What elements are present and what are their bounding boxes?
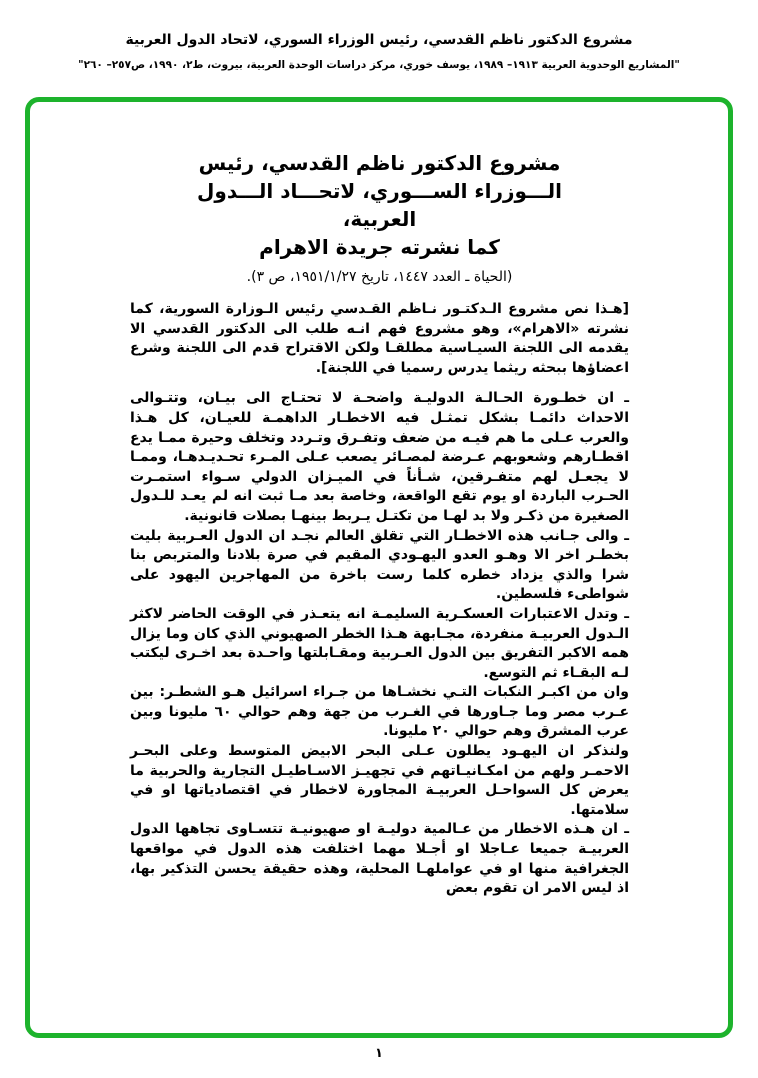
body-paragraph: ـ وتدل الاعتبارات العسكـرية السليمـة انه يتعـذر في الوقت الحاضر لاكثر الـدول العربيـة منفردة، مجـابهة هـذا الخطر الصهيوني الذي كان وما يزال همه الاكبر التفريق بين الدول العـربية ومقـابلتها واحـدة بعد اخـرى ليكتب لـه البقـاء ثم التوسع. — [130, 605, 629, 681]
body-paragraph: وان من اكبـر النكبات التـي نخشـاها من جـراء اسرائيل هـو الشطـر: بين عـرب مصر وما جـاورها في الغـرب من جهة وهم حوالي ٦٠ مليونا وبين عرب المشرق وهم حوالي ٢٠ مليونا. — [130, 684, 630, 740]
document-title-line: مشروع الدكتور ناظم القدسي، رئيس — [198, 151, 561, 175]
header-title: مشروع الدكتور ناظم القدسي، رئيس الوزراء السوري، لاتحاد الدول العربية — [125, 32, 633, 48]
body-paragraph: ـ ان هـذه الاخطار من عـالمية دوليـة او صهيونيـة تتسـاوى تجاهها الدول العربيـة جميعا عـاجلا او أجـلا مهما اختلفت هذه الدول في مواقعها الجغرافية منها او في عواملهـا المحلية، وهذه حقيقة يحسن التذكير بها، اذ ليس الامر ان تقوم بعض — [130, 821, 629, 897]
document-source-line: (الحياة ـ العدد ١٤٤٧، تاريخ ١٩٥١/١/٢٧، ص ٣). — [246, 269, 513, 285]
green-border-frame — [25, 97, 733, 1038]
header-citation: "المشاريع الوحدوية العربية ١٩١٣– ١٩٨٩، يوسف خوري، مركز دراسات الوحدة العربية، بيروت، ط٢، ١٩٩٠، ص٢٥٧– ٢٦٠" — [78, 59, 680, 71]
page-header — [0, 31, 758, 71]
document-title — [130, 149, 629, 261]
body-paragraph: ـ والى جـانب هذه الاخطـار التي تقلق العالم نجـد ان الدول العـربية بليت بخطـر اخر الا وهـو العدو اليهـودي المقيم في صرة بلادنا والمتربص بنا شرا والذي يزداد خطره كلما رست باخرة من المهاجرين اليهود على شواطىء فلسطين. — [130, 527, 629, 603]
page-number: ١ — [375, 1046, 383, 1061]
body-paragraph: ولنذكر ان اليهـود يطلون عـلى البحر الابيض المتوسط وعلى البحـر الاحمـر ولهم من امكـانيـاتهم في تجهيـز الاسـاطيـل التجارية والحربية ما يعرض كل السواحـل العربيـة المجاورة لاخطار في اقتصادياتها او في سلامتها. — [130, 743, 629, 818]
document-title-line: كما نشرته جريدة الاهرام — [259, 235, 500, 259]
editorial-note-paragraph: [هـذا نص مشروع الـدكتـور نـاظم القـدسي رئيس الـوزارة السورية، كما نشرته «الاهرام»، وهو مشروع فهم انـه طلب الى الدكتور القدسي الا يقدمه الى اللجنة السيـاسية مطلقـا ولكن الاقتراح قدم الى اللجنة وشرع اعضاؤها ببحثه ريثما يدرس رسميا في اللجنة]. — [130, 301, 629, 376]
document-title-line: الـــوزراء الســـوري، لاتحـــاد الـــدول — [197, 179, 562, 203]
document-body — [130, 149, 629, 899]
body-paragraph: ـ ان خطـورة الحـالـة الدوليـة واضحـة لا تحتـاج الى بيـان، وتتـوالى الاحداث دائمـا بشكل تمثـل فيه الاخطـار الداهمـة للعيـان، كل هـذا والعرب عـلى ما هم فيـه من ضعف وتفـرق وتـردد وتخلف وحيرة ممـا يدع اقطـارهم وشعوبهم عـرضة لمصـائر يصعب عـلى المـرء تحـديـدهـا، وممـا لا يجعـل لهم متفـرقين، شـأناً في الميـزان الدولي سـواء استمـرت الحـرب الباردة او يوم تقع الواقعة، وخاصة بعد مـا ثبت انه لم يعـد للـدول الصغيرة من ذكـر ولا بد لهـا من تكتـل يـربط بينهـا بصلات قانونية. — [130, 390, 629, 524]
document-title-line: العربية، — [342, 207, 417, 231]
